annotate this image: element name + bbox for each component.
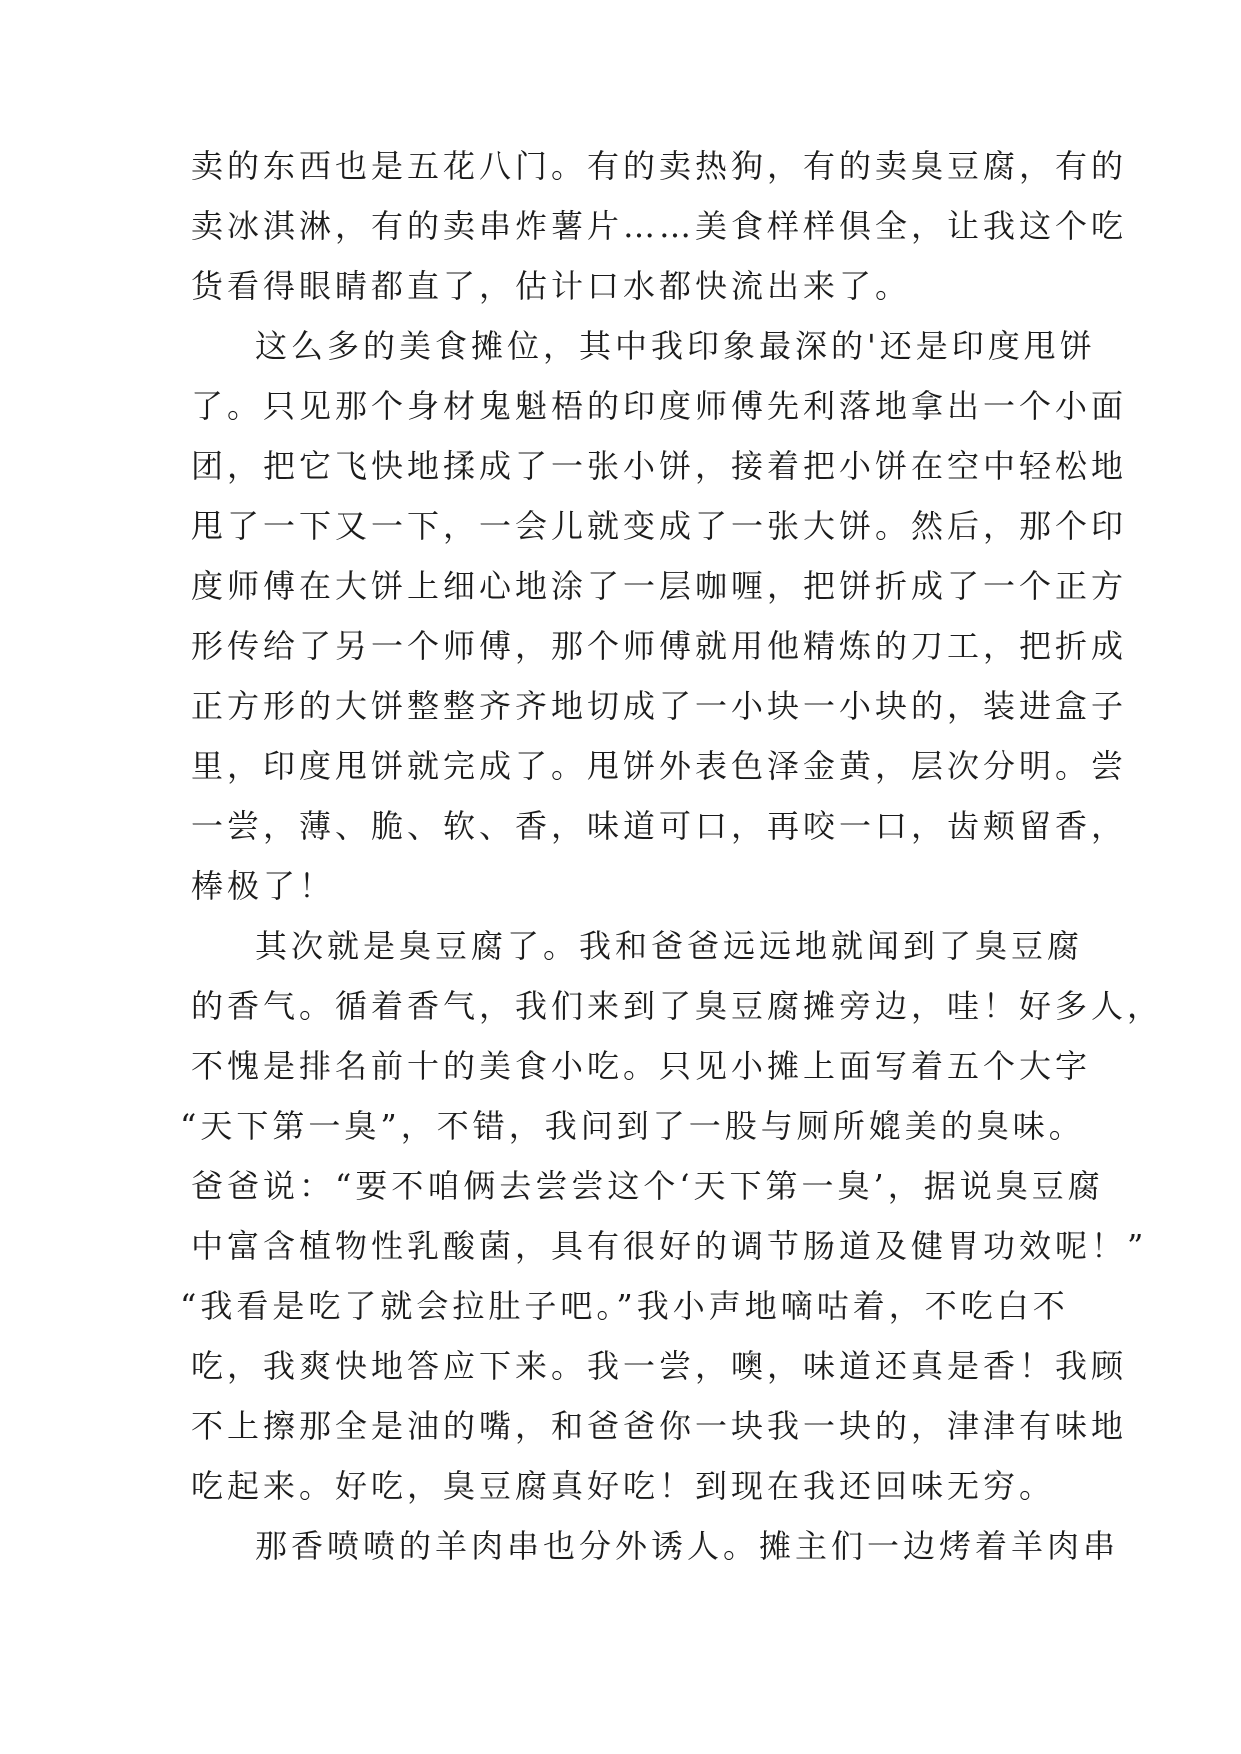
text-line: 形传给了另一个师傅，那个师傅就用他精炼的刀工，把折成 bbox=[191, 627, 1128, 665]
text-line: 吃起来。好吃，臭豆腐真好吃！到现在我还回味无穷。 bbox=[191, 1467, 1056, 1505]
text-line: 的香气。循着香气，我们来到了臭豆腐摊旁边，哇！好多人， bbox=[191, 987, 1164, 1025]
text-line: 团，把它飞快地揉成了一张小饼，接着把小饼在空中轻松地 bbox=[191, 447, 1128, 485]
text-line: “天下第一臭”，不错，我问到了一股与厕所媲美的臭味。 bbox=[180, 1107, 1085, 1145]
text-line: 爸爸说：“要不咱俩去尝尝这个‘天下第一臭’，据说臭豆腐 bbox=[191, 1167, 1104, 1205]
paragraph-first-line: 那香喷喷的羊肉串也分外诱人。摊主们一边烤着羊肉串 bbox=[255, 1527, 1120, 1565]
paragraph-first-line: 其次就是臭豆腐了。我和爸爸远远地就闻到了臭豆腐 bbox=[255, 927, 1084, 965]
text-line: 了。只见那个身材鬼魁梧的印度师傅先利落地拿出一个小面 bbox=[191, 387, 1128, 425]
text-line: 甩了一下又一下，一会儿就变成了一张大饼。然后，那个印 bbox=[191, 507, 1128, 545]
text-line: 一尝，薄、脆、软、香，味道可口，再咬一口，齿颊留香， bbox=[191, 807, 1128, 845]
text-line: 卖的东西也是五花八门。有的卖热狗，有的卖臭豆腐，有的 bbox=[191, 147, 1128, 185]
text-line: 棒极了！ bbox=[191, 867, 336, 905]
text-line: 不愧是排名前十的美食小吃。只见小摊上面写着五个大字 bbox=[191, 1047, 1092, 1085]
text-line: 卖冰淇淋，有的卖串炸薯片……美食样样俱全，让我这个吃 bbox=[191, 207, 1128, 245]
text-line: 里，印度甩饼就完成了。甩饼外表色泽金黄，层次分明。尝 bbox=[191, 747, 1128, 785]
paragraph-first-line: 这么多的美食摊位，其中我印象最深的'还是印度甩饼 bbox=[255, 327, 1096, 365]
text-line: 中富含植物性乳酸菌，具有很好的调节肠道及健胃功效呢！” bbox=[191, 1227, 1148, 1265]
text-line: 不上擦那全是油的嘴，和爸爸你一块我一块的，津津有味地 bbox=[191, 1407, 1128, 1445]
text-line: 吃，我爽快地答应下来。我一尝，噢，味道还真是香！我顾 bbox=[191, 1347, 1128, 1385]
text-line: 正方形的大饼整整齐齐地切成了一小块一小块的，装进盒子 bbox=[191, 687, 1128, 725]
text-line: “我看是吃了就会拉肚子吧。”我小声地嘀咕着，不吃白不 bbox=[180, 1287, 1069, 1325]
text-line: 货看得眼睛都直了，估计口水都快流出来了。 bbox=[191, 267, 912, 305]
text-line: 度师傅在大饼上细心地涂了一层咖喱，把饼折成了一个正方 bbox=[191, 567, 1128, 605]
